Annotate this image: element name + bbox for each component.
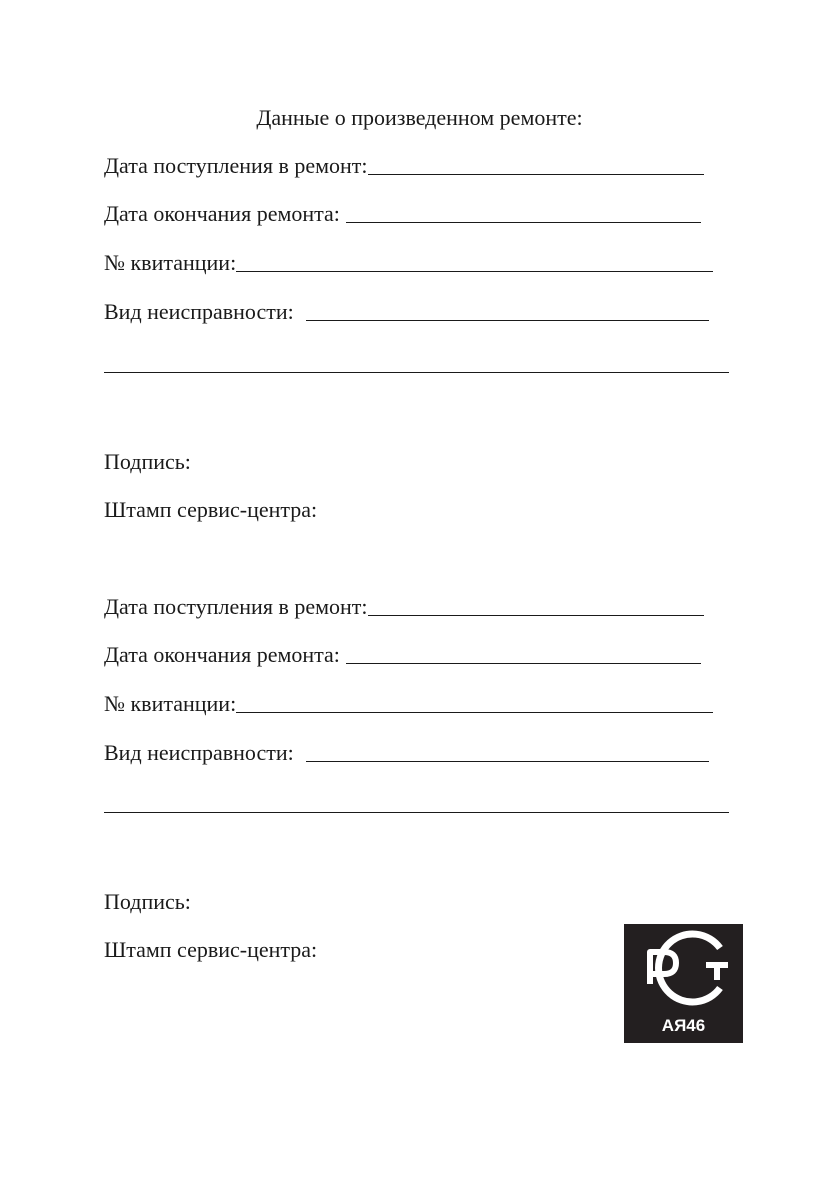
receipt-number-field[interactable] <box>236 249 713 272</box>
date-received-label: Дата поступления в ремонт: <box>104 153 368 178</box>
receipt-number-row <box>104 247 713 277</box>
date-completed-field[interactable] <box>346 200 701 223</box>
receipt-number-row <box>104 688 713 718</box>
page-title: Данные о произведенном ремонте: <box>256 105 583 130</box>
gost-certification-logo <box>624 924 743 1043</box>
receipt-number-field[interactable] <box>236 690 713 713</box>
date-completed-field[interactable] <box>346 641 701 664</box>
date-completed-row <box>104 639 701 669</box>
stamp-label: Штамп сервис-центра: <box>104 497 318 522</box>
fault-type-field[interactable] <box>306 298 709 321</box>
fault-type-continuation-line[interactable] <box>104 372 729 373</box>
date-received-label: Дата поступления в ремонт: <box>104 594 368 619</box>
stamp-label: Штамп сервис-центра: <box>104 937 318 962</box>
date-received-field[interactable] <box>368 152 704 175</box>
signature-label: Подпись: <box>104 889 191 914</box>
date-received-field[interactable] <box>368 593 704 616</box>
date-completed-label: Дата окончания ремонта: <box>104 201 340 226</box>
receipt-number-label: № квитанции: <box>104 250 237 275</box>
signature-label: Подпись: <box>104 449 191 474</box>
date-completed-row <box>104 198 701 228</box>
receipt-number-label: № квитанции: <box>104 691 237 716</box>
date-received-row <box>104 591 704 621</box>
fault-type-continuation-line[interactable] <box>104 812 729 813</box>
pct-mark-icon <box>624 924 743 1014</box>
fault-type-label: Вид неисправности: <box>104 299 294 324</box>
fault-type-row <box>104 296 709 326</box>
date-received-row <box>104 150 704 180</box>
fault-type-row <box>104 737 709 767</box>
fault-type-label: Вид неисправности: <box>104 740 294 765</box>
date-completed-label: Дата окончания ремонта: <box>104 642 340 667</box>
fault-type-field[interactable] <box>306 739 709 762</box>
certification-code: АЯ46 <box>661 1016 706 1035</box>
